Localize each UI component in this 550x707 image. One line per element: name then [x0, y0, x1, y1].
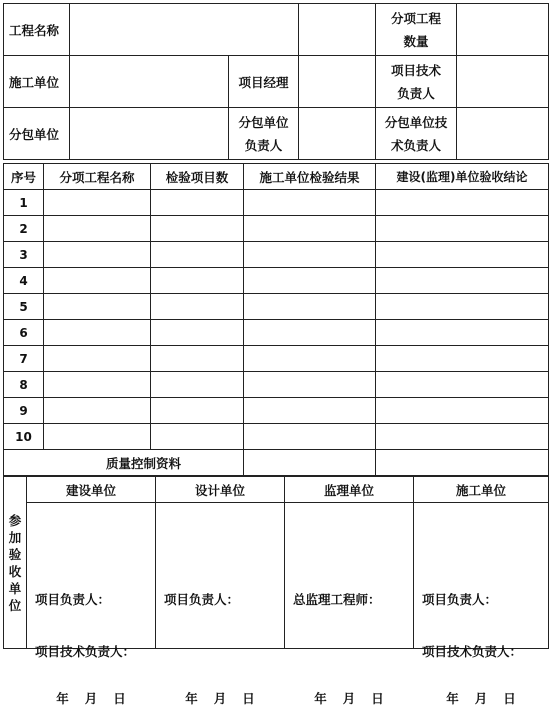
- table-row: [4, 242, 549, 268]
- table-row: [4, 398, 549, 424]
- table-row: [4, 268, 549, 294]
- cell[interactable]: [44, 294, 151, 320]
- project-name-value[interactable]: [70, 4, 299, 56]
- sig-label: 项目负责人：: [35, 591, 111, 607]
- project-manager-value[interactable]: [299, 56, 376, 108]
- cell[interactable]: [244, 424, 376, 450]
- signature-owner[interactable]: [27, 503, 156, 706]
- table-row: [4, 346, 549, 372]
- cell[interactable]: [376, 372, 549, 398]
- construction-unit-value[interactable]: [70, 56, 229, 108]
- sub-item-count-label: 分项工程数量: [376, 4, 457, 56]
- col-header-name: 分项工程名称: [44, 164, 151, 190]
- cell[interactable]: [244, 294, 376, 320]
- unit-construction-owner: 建设单位: [27, 477, 156, 503]
- cell[interactable]: [244, 398, 376, 424]
- cell[interactable]: [244, 346, 376, 372]
- sig-label: 项目负责人：: [164, 591, 240, 607]
- cell[interactable]: [44, 190, 151, 216]
- cell[interactable]: [151, 320, 244, 346]
- acceptance-table: [3, 476, 549, 706]
- table-row: [4, 216, 549, 242]
- row-number: 5: [4, 294, 44, 320]
- sub-tech-lead-label: 分包单位技术负责人: [376, 108, 457, 160]
- project-name-value-2[interactable]: [299, 4, 376, 56]
- cell[interactable]: [151, 216, 244, 242]
- unit-contractor: 施工单位: [414, 477, 549, 503]
- subcontractor-value[interactable]: [70, 108, 229, 160]
- acceptance-form: [3, 3, 548, 706]
- row-number: 1: [4, 190, 44, 216]
- cell[interactable]: [151, 190, 244, 216]
- col-header-count: 检验项目数: [151, 164, 244, 190]
- cell[interactable]: [151, 424, 244, 450]
- cell[interactable]: [151, 398, 244, 424]
- cell[interactable]: [376, 398, 549, 424]
- construction-unit-label: 施工单位: [4, 56, 70, 108]
- signature-design[interactable]: [156, 503, 285, 706]
- row-number: 9: [4, 398, 44, 424]
- quality-result-cell[interactable]: [244, 450, 376, 476]
- sig-label: 项目技术负责人：: [422, 643, 523, 659]
- row-number: 8: [4, 372, 44, 398]
- unit-design: 设计单位: [156, 477, 285, 503]
- cell[interactable]: [244, 320, 376, 346]
- sig-label: 总监理工程师：: [293, 591, 381, 607]
- sub-lead-value[interactable]: [299, 108, 376, 160]
- project-name-label: 工程名称: [4, 4, 70, 56]
- date-line: 年 月 日: [314, 690, 384, 706]
- cell[interactable]: [44, 346, 151, 372]
- unit-supervision: 监理单位: [285, 477, 414, 503]
- col-header-conclusion: 建设(监理)单位验收结论: [376, 164, 549, 190]
- cell[interactable]: [376, 242, 549, 268]
- cell[interactable]: [376, 294, 549, 320]
- quality-conclusion-cell[interactable]: [376, 450, 549, 476]
- sub-item-count-value[interactable]: [457, 4, 549, 56]
- acceptance-label: 参加验收单位: [8, 512, 22, 613]
- signature-supervision[interactable]: [285, 503, 414, 706]
- row-number: 10: [4, 424, 44, 450]
- col-header-seq: 序号: [4, 164, 44, 190]
- date-line: 年 月 日: [185, 690, 255, 706]
- cell[interactable]: [44, 320, 151, 346]
- cell[interactable]: [376, 424, 549, 450]
- cell[interactable]: [376, 320, 549, 346]
- row-number: 6: [4, 320, 44, 346]
- table-row: [4, 424, 549, 450]
- cell[interactable]: [244, 190, 376, 216]
- cell[interactable]: [44, 424, 151, 450]
- date-line: 年 月 日: [446, 690, 516, 706]
- sig-label: 项目技术负责人：: [35, 643, 136, 659]
- cell[interactable]: [44, 268, 151, 294]
- table-row: [4, 294, 549, 320]
- cell[interactable]: [244, 268, 376, 294]
- cell[interactable]: [151, 242, 244, 268]
- cell[interactable]: [44, 398, 151, 424]
- cell[interactable]: [44, 372, 151, 398]
- cell[interactable]: [151, 372, 244, 398]
- cell[interactable]: [244, 372, 376, 398]
- sig-label: 项目负责人：: [422, 591, 498, 607]
- cell[interactable]: [244, 216, 376, 242]
- cell[interactable]: [376, 346, 549, 372]
- cell[interactable]: [151, 294, 244, 320]
- cell[interactable]: [151, 346, 244, 372]
- tech-lead-value[interactable]: [457, 56, 549, 108]
- header-table: [3, 3, 549, 160]
- sub-lead-label: 分包单位负责人: [229, 108, 299, 160]
- items-table: [3, 163, 549, 476]
- row-number: 2: [4, 216, 44, 242]
- cell[interactable]: [44, 242, 151, 268]
- project-manager-label: 项目经理: [229, 56, 299, 108]
- row-number: 3: [4, 242, 44, 268]
- cell[interactable]: [151, 268, 244, 294]
- row-number: 7: [4, 346, 44, 372]
- table-row: [4, 320, 549, 346]
- cell[interactable]: [44, 216, 151, 242]
- quality-control-label: 质量控制资料: [4, 450, 244, 476]
- cell[interactable]: [376, 216, 549, 242]
- date-line: 年 月 日: [56, 690, 126, 706]
- row-number: 4: [4, 268, 44, 294]
- table-row: [4, 190, 549, 216]
- col-header-result: 施工单位检验结果: [244, 164, 376, 190]
- quality-row: [4, 450, 549, 476]
- tech-lead-label: 项目技术负责人: [376, 56, 457, 108]
- subcontractor-label: 分包单位: [4, 108, 70, 160]
- cell[interactable]: [376, 190, 549, 216]
- signature-contractor[interactable]: [414, 503, 549, 706]
- cell[interactable]: [376, 268, 549, 294]
- cell[interactable]: [244, 242, 376, 268]
- table-row: [4, 372, 549, 398]
- acceptance-label-cell: [4, 477, 27, 649]
- sub-tech-lead-value[interactable]: [457, 108, 549, 160]
